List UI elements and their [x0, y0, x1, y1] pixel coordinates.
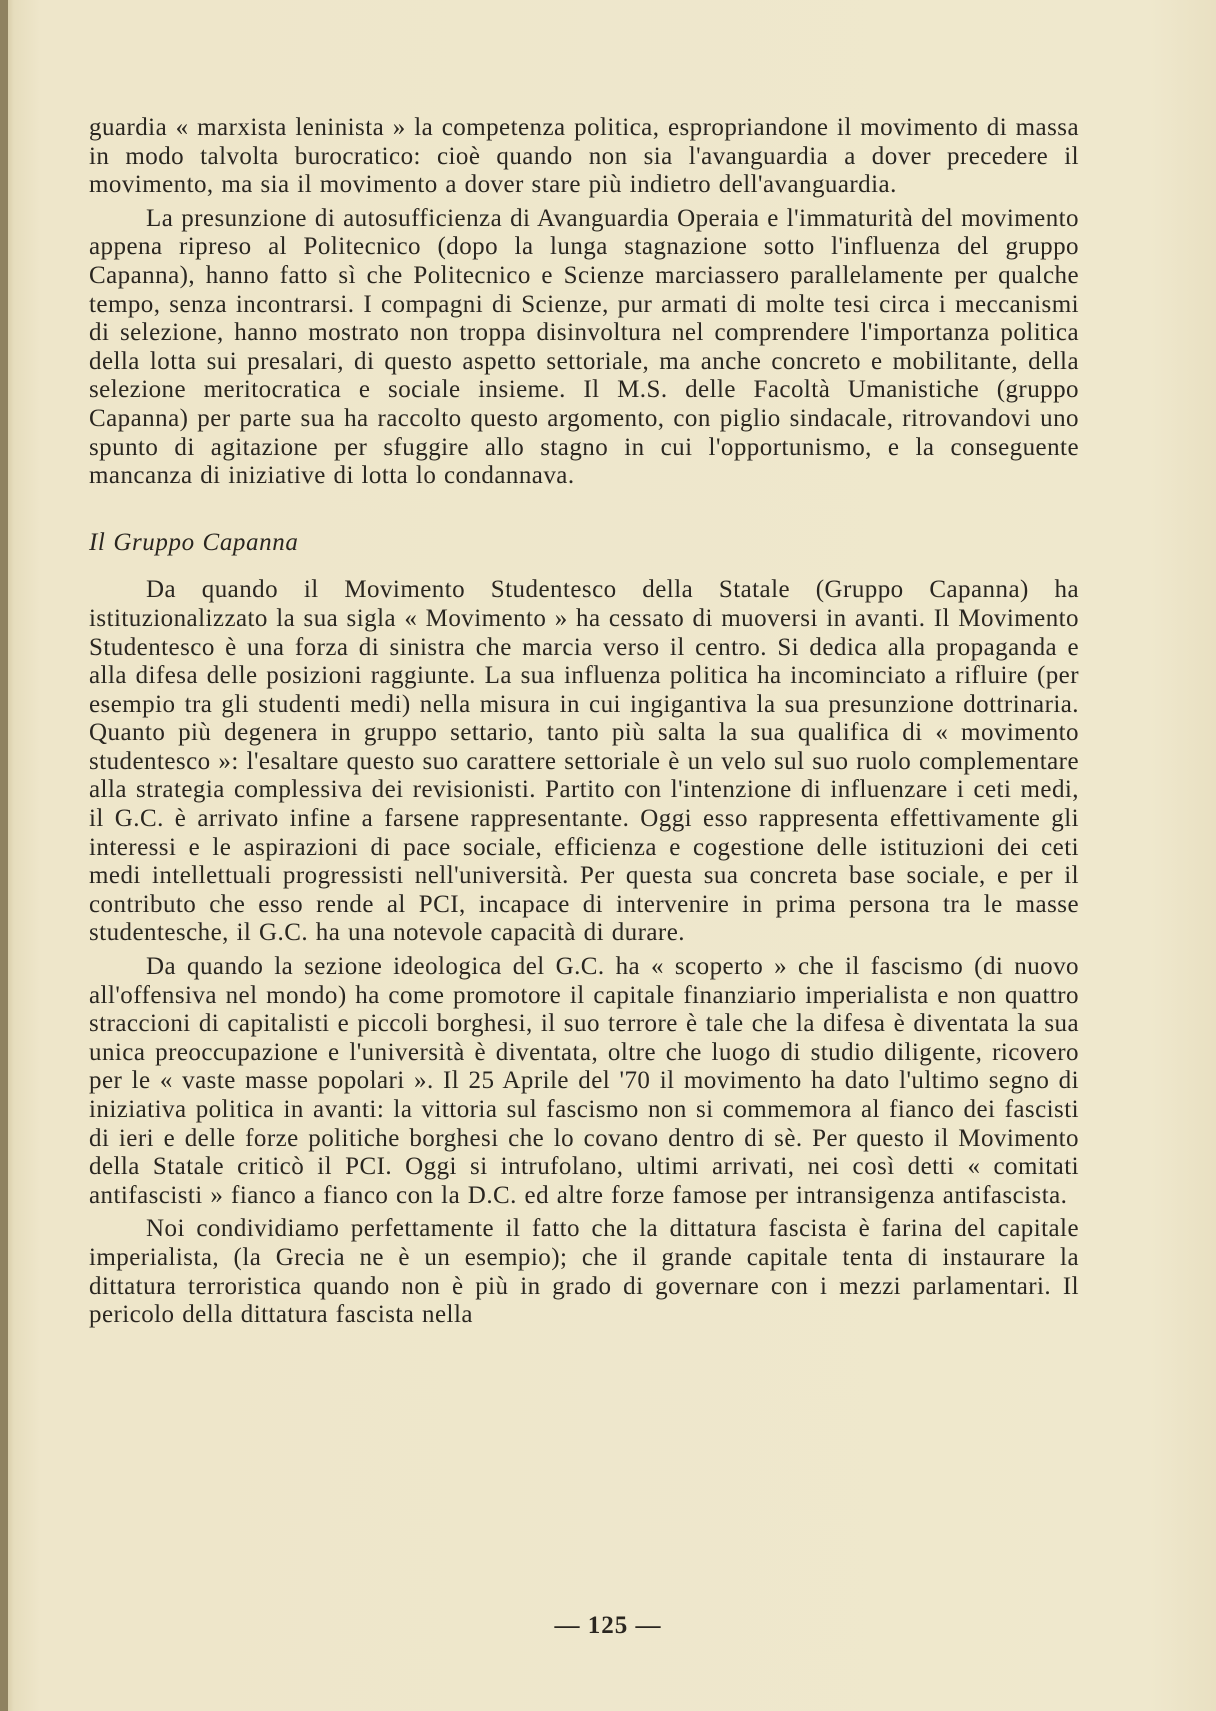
paragraph: Da quando la sezione ideologica del G.C. ha « scoperto » che il fascismo (di nuovo all'offensiva nel mondo) ha come promotore il capitale finanziario imperialista e non quattro straccioni di capitalisti e piccoli borghesi, il suo terrore è tale che la difesa è diventata la sua unica preoccupazione e l'università è diventata, oltre che luogo di studio diligente, ricovero per le « vaste masse popolari ». Il 25 Aprile del '70 il movimento ha dato l'ultimo segno di iniziativa politica in avanti: la vittoria sul fascismo non si commemora al fianco dei fascisti di ieri e delle forze politiche borghesi che lo covano dentro di sè. Per questo il Movimento della Statale criticò il PCI. Oggi si intrufolano, ultimi arrivati, nei così detti « comitati antifascisti » fianco a fianco con la D.C. ed altre forze famose per intransigenza antifascista.: [89, 953, 1079, 1209]
section-heading: Il Gruppo Capanna: [89, 528, 299, 556]
paragraph-continued: guardia « marxista leninista » la competenza politica, espropriandone il movimento di massa in modo talvolta burocratico: cioè quando non sia l'avanguardia a dover precedere il movimento, ma sia il movimento a dover stare più indietro dell'avanguardia.: [89, 114, 1079, 199]
body-text: [89, 114, 1079, 1335]
page-spine-edge: [0, 0, 8, 1711]
paragraph: La presunzione di autosufficienza di Avanguardia Operaia e l'immaturità del movimento appena ripreso al Politecnico (dopo la lunga stagnazione sotto l'influenza del gruppo Capanna), hanno fatto sì che Politecnico e Scienze marciassero parallelamente per qualche tempo, senza incontrarsi. I compagni di Scienze, pur armati di molte tesi circa i meccanismi di selezione, hanno mostrato non troppa disinvoltura nel comprendere l'importanza politica della lotta sui presalari, di questo aspetto settoriale, ma anche concreto e mobilitante, della selezione meritocratica e sociale insieme. Il M.S. delle Facoltà Umanistiche (gruppo Capanna) per parte sua ha raccolto questo argomento, con piglio sindacale, ritrovandovi uno spunto di agitazione per sfuggire allo stagno in cui l'opportunismo, e la conseguente mancanza di iniziative di lotta lo condannava.: [89, 204, 1079, 490]
paragraph: Noi condividiamo perfettamente il fatto che la dittatura fascista è farina del capitale imperialista, (la Grecia ne è un esempio); che il grande capitale tenta di instaurare la dittatura terroristica quando non è più in grado di governare con i mezzi parlamentari. Il pericolo della dittatura fascista nella: [89, 1215, 1079, 1329]
page-number: — 125 —: [554, 1612, 662, 1639]
paragraph: Da quando il Movimento Studentesco della Statale (Gruppo Capanna) ha istituzionalizzato la sua sigla « Movimento » ha cessato di muoversi in avanti. Il Movimento Studentesco è una forza di sinistra che marcia verso il centro. Si dedica alla propaganda e alla difesa delle posizioni raggiunte. La sua influenza politica ha incominciato a rifluire (per esempio tra gli studenti medi) nella misura in cui ingigantiva la sua presunzione dottrinaria. Quanto più degenera in gruppo settario, tanto più salta la sua qualifica di « movimento studentesco »: l'esaltare questo suo carattere settoriale è un velo sul suo ruolo complementare alla strategia complessiva dei revisionisti. Partito con l'intenzione di influenzare i ceti medi, il G.C. è arrivato infine a farsene rappresentante. Oggi esso rappresenta effettivamente gli interessi e le aspirazioni di pace sociale, efficienza e cogestione delle istituzioni dei ceti medi intellettuali progressisti nell'università. Per questa sua concreta base sociale, e per il contributo che esso rende al PCI, incapace di intervenire in prima persona tra le masse studentesche, il G.C. ha una notevole capacità di durare.: [89, 576, 1079, 947]
